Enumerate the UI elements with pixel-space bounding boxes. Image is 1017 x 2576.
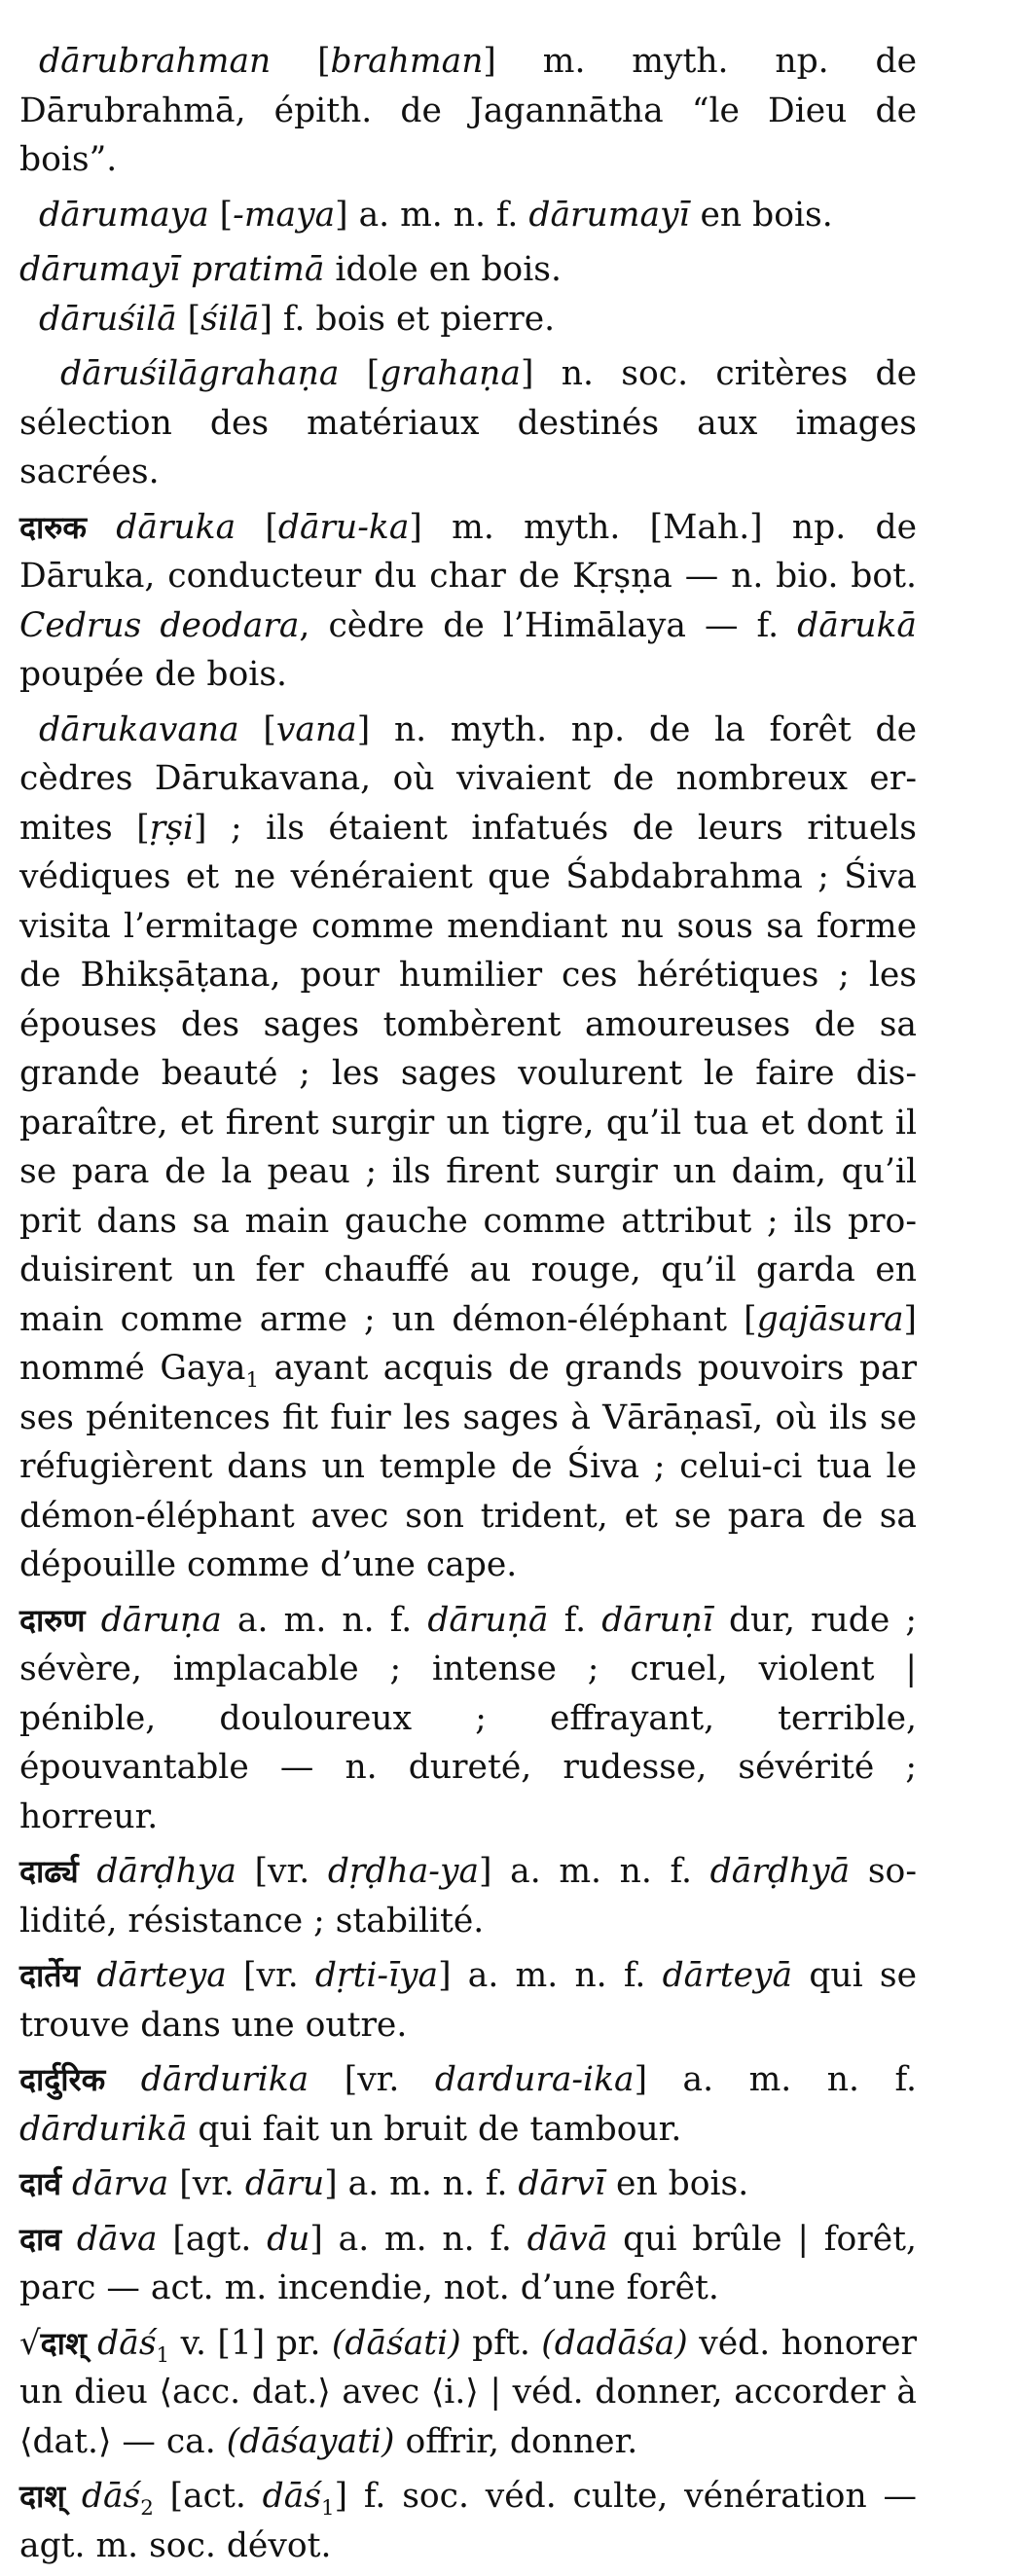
text-run: ] n. myth. np. de la forêt de cèdres Dārukavana, où vivaient de nombreux ermites [ <box>19 709 917 848</box>
italic-text: Cedrus deodara <box>19 605 300 645</box>
italic-text: dāś <box>262 2477 321 2516</box>
text-run: ] a. m. n. f. <box>309 2219 527 2259</box>
italic-text: dārumaya <box>39 195 209 235</box>
italic-text: dāvā <box>527 2219 608 2259</box>
text-run: offrir, donner. <box>394 2421 638 2461</box>
italic-text: dardura-ika <box>434 2060 635 2099</box>
text-run: [ <box>176 299 201 339</box>
entry-das2 <box>19 2472 917 2570</box>
entry-darumaya-example <box>19 245 917 295</box>
text-run: ] ; ils étaient infatués de leurs rituels védiques et ne vénéraient que Śabdabrahma ; Śiva visita l’ermitage comme mendiant nu sous sa forme de Bhikṣāṭana, pour humilier ces hérétiques ; les épouses des sages tombèrent amoureuses de sa grande beauté ; les sages voulurent le faire disparaître, et firent surgir un tigre, qu’il tua et dont il se para de la peau ; ils firent surgir un daim, qu’il prit dans sa main gauche comme attribut ; ils produisirent un fer chauffé au rouge, qu’il garda en main comme arme ; un démon-éléphant [ <box>19 808 917 1339</box>
italic-text: dārteyā <box>662 1956 793 1995</box>
text-run <box>79 1852 97 1891</box>
italic-text: dāruṇī <box>601 1600 713 1640</box>
italic-text: dārdurikā <box>19 2109 188 2149</box>
homonym-index: 2 <box>140 2495 154 2521</box>
italic-text: dārḍhya <box>96 1852 236 1891</box>
text-run: ] a. m. n. f. <box>479 1852 710 1891</box>
text-run: [ <box>208 195 234 235</box>
entry-dava <box>19 2215 917 2313</box>
italic-text: ṛṣi <box>149 808 194 848</box>
text-run: véd. honorer un dieu ⟨acc. dat.⟩ avec ⟨i.⟩ | véd. donner, accorder à ⟨dat.⟩ — ca. <box>19 2323 918 2461</box>
text-run: qui brûle | forêt, parc — act. m. incendie, not. d’une forêt. <box>19 2219 917 2307</box>
entry-darteya <box>19 1951 917 2050</box>
italic-text: grahaṇa <box>380 354 521 393</box>
italic-text: dārukā <box>797 605 917 645</box>
text-run <box>65 2477 82 2516</box>
italic-text: dāru-ka <box>277 507 410 547</box>
text-run: ] m. myth. [Mah.] np. de Dāruka, conducteur du char de Kṛṣṇa — n. bio. bot. <box>19 507 917 596</box>
italic-text: dṛḍha-ya <box>327 1852 480 1891</box>
text-run: poupée de bois. <box>19 655 287 694</box>
text-run: , cèdre de l’Himālaya — f. <box>299 605 798 645</box>
text-run: [vr. <box>168 2164 245 2203</box>
italic-text: (dadāśa) <box>541 2323 688 2363</box>
text-run <box>61 2220 77 2259</box>
devanagari-headword: दाव <box>19 2220 62 2258</box>
text-run: [ <box>271 42 331 81</box>
entry-darusila <box>19 295 917 345</box>
text-run: qui se trouve dans une outre. <box>19 1956 917 2045</box>
text-run: ] a. m. n. f. <box>335 195 529 235</box>
text-run: ] a. m. n. f. <box>438 1956 663 1995</box>
italic-text: dāva <box>76 2219 158 2259</box>
text-run: ] n. soc. critères de sélection des matériaux destinés aux images sacrées. <box>19 354 917 491</box>
italic-text: -maya <box>233 195 336 235</box>
italic-text: dāruṇā <box>427 1600 549 1640</box>
entry-daruna <box>19 1596 917 1842</box>
text-run <box>86 1601 101 1640</box>
text-run: ] f. bois et pierre. <box>259 299 556 339</box>
italic-text: dārdurika <box>140 2060 309 2099</box>
devanagari-headword: दार्ढ्य <box>19 1853 79 1890</box>
entry-das1 <box>19 2319 917 2467</box>
text-run: [vr. <box>226 1956 315 1995</box>
italic-text: dārva <box>72 2164 169 2203</box>
devanagari-headword: दार्व <box>19 2165 62 2202</box>
text-run: [agt. <box>157 2219 268 2259</box>
text-run: ] a. m. n. f. <box>634 2060 918 2099</box>
italic-text: dāś <box>81 2477 141 2516</box>
text-run: ] nommé Gaya <box>19 1299 917 1388</box>
devanagari-headword: दार्तेय <box>19 1957 81 1994</box>
italic-text: dāruśilāgrahaṇa <box>60 354 340 393</box>
italic-text: dāruṇa <box>100 1600 222 1640</box>
text-run <box>61 2164 72 2203</box>
italic-text: dārteya <box>96 1956 227 1995</box>
text-run: pft. <box>460 2323 542 2363</box>
text-run: ] a. m. n. f. <box>324 2164 519 2203</box>
text-run <box>87 2324 97 2363</box>
text-run: a. m. n. f. <box>221 1600 428 1640</box>
entry-dardurika <box>19 2055 917 2154</box>
text-run: qui fait un bruit de tambour. <box>187 2109 682 2149</box>
homonym-index: 1 <box>321 2495 335 2521</box>
text-run: f. <box>548 1600 602 1640</box>
entry-darva <box>19 2159 917 2209</box>
devanagari-headword: दारुण <box>19 1601 86 1639</box>
entry-darusilagrahana <box>19 349 917 497</box>
italic-text: dāruśilā <box>39 299 177 339</box>
devanagari-headword: दारुक <box>19 508 87 546</box>
text-run: [vr. <box>236 1852 328 1891</box>
italic-text: dṛti-īya <box>314 1956 439 1995</box>
entry-darumaya <box>19 191 917 240</box>
italic-text: brahman <box>330 42 484 81</box>
italic-text: gajāsura <box>756 1299 904 1339</box>
text-run: [vr. <box>309 2060 435 2099</box>
text-run <box>105 2060 141 2099</box>
devanagari-headword: दाश् <box>40 2324 87 2362</box>
text-run: ] m. myth. np. de Dārubrahmā, épith. de Jagannātha “le Dieu de bois”. <box>19 42 917 179</box>
italic-text: du <box>267 2219 310 2259</box>
text-run: solidité, résistance ; stabilité. <box>19 1852 917 1941</box>
text-run: ] f. soc. véd. culte, vénération — agt. m. soc. dévot. <box>19 2477 917 2565</box>
text-run: ayant acquis de grands pouvoirs par ses pénitences fit fuir les sages à Vārāṇasī, où ils se réfugièrent dans un temple de Śiva ; celui-ci tua le démon-éléphant avec son trident, et se para de sa dépouille comme d’une cape. <box>19 1349 918 1584</box>
root-mark: √ <box>19 2323 41 2363</box>
homonym-index: 1 <box>245 1367 260 1393</box>
dictionary-page <box>19 37 917 2576</box>
homonym-index: 1 <box>156 2342 170 2368</box>
text-run: en bois. <box>689 195 833 235</box>
italic-text: dāruka <box>116 507 236 547</box>
italic-text: dāś <box>97 2323 157 2363</box>
italic-text: dāru <box>244 2164 325 2203</box>
text-run <box>80 1956 96 1995</box>
text-run: v. [1] pr. <box>169 2323 332 2363</box>
italic-text: dārumayī <box>528 195 690 235</box>
italic-text: vana <box>275 709 357 749</box>
italic-text: śilā <box>200 299 260 339</box>
text-run: [ <box>238 709 276 749</box>
devanagari-headword: दार्दुरिक <box>19 2061 106 2098</box>
text-run <box>87 508 116 547</box>
text-run: dur, rude ; sévère, implacable ; intense ; cruel, violent | pénible, douloureux ; effrayant, terrible, épouvantable — n. dureté, rudesse, sévérité ; horreur. <box>19 1600 917 1836</box>
entry-dardhya <box>19 1847 917 1945</box>
text-run: idole en bois. <box>324 250 562 289</box>
italic-text: dārukavana <box>39 709 239 749</box>
entry-darubrahman <box>19 37 917 185</box>
devanagari-headword: दाश् <box>19 2478 66 2515</box>
entry-daruka <box>19 503 917 700</box>
text-run: en bois. <box>605 2164 749 2203</box>
italic-text: (dāśayati) <box>226 2421 395 2461</box>
text-run: [ <box>236 507 278 547</box>
entry-darukavana <box>19 706 917 1590</box>
italic-text: dārḍhyā <box>709 1852 851 1891</box>
italic-text: (dāśati) <box>331 2323 461 2363</box>
italic-text: dārubrahman <box>39 42 272 81</box>
italic-text: dārumayī pratimā <box>19 250 325 289</box>
italic-text: dārvī <box>518 2164 606 2203</box>
text-run: [ <box>339 354 381 393</box>
text-run: [act. <box>153 2477 263 2516</box>
